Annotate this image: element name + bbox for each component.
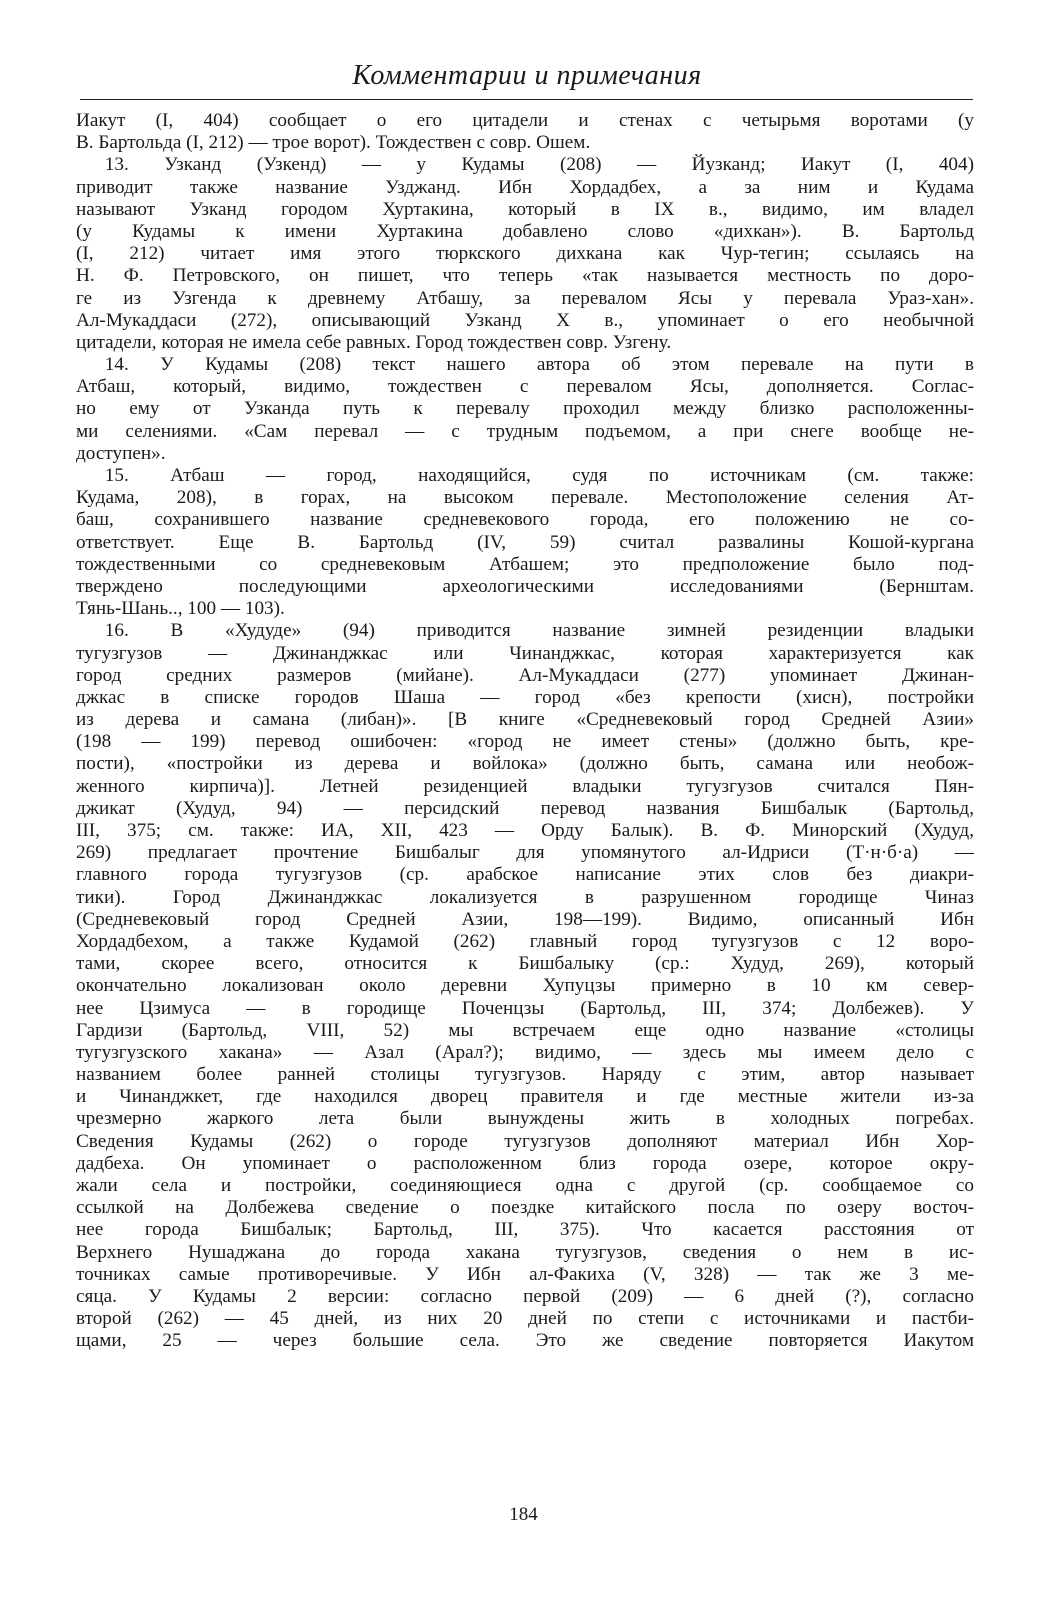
text-line: тверждено последующими археологическими исследованиями (Бернштам. xyxy=(76,575,974,597)
body-text xyxy=(76,110,974,1353)
text-line: III, 375; см. также: ИА, XII, 423 — Орду Балык). В. Ф. Минорский (Худуд, xyxy=(76,820,974,841)
text-line: джкас в списке городов Шаша — город «без крепости (хисн), постройки xyxy=(76,686,974,708)
text-line: женного кирпича)]. Летней резиденцией владыки тугузгузов считался Пян- xyxy=(76,775,974,797)
text-line: главного города тугузгузов (ср. арабское написание этих слов без диакри- xyxy=(76,864,974,886)
text-line: цитадели, которая не имела себе равных. Город тождествен совр. Узгену. xyxy=(76,331,672,353)
text-line: тугузгузов — Джинанджкас или Чинанджкас, которая характеризуется как xyxy=(76,642,974,664)
text-line: Кудама, 208), в горах, на высоком перевале. Местоположение селения Ат- xyxy=(76,487,974,509)
text-line: чрезмерно жаркого лета были вынуждены жить в холодных погребах. xyxy=(76,1108,974,1130)
text-line: Тянь-Шань.., 100 — 103). xyxy=(76,598,285,620)
text-line: 15. Атбаш — город, находящийся, судя по источникам (см. также: xyxy=(104,465,974,486)
text-line: ге из Узгенда к древнему Атбашу, за перевалом Ясы у перевала Ураз-хан». xyxy=(76,287,974,309)
page-number: 184 xyxy=(509,1504,538,1525)
text-line: нее Цзимуса — в городище Поченцзы (Бартольд, III, 374; Долбежев). У xyxy=(76,997,974,1019)
text-line: но ему от Узканда путь к перевалу проходил между близко расположенны- xyxy=(76,398,974,420)
text-line: 14. У Кудамы (208) текст нашего автора об этом перевале на пути в xyxy=(104,354,974,376)
text-line: нее города Бишбалык; Бартольд, III, 375). Что касается расстояния от xyxy=(76,1219,974,1241)
text-line: ссылкой на Долбежева сведение о поездке китайского посла по озеру восточ- xyxy=(76,1197,974,1219)
text-line: точниках самые противоречивые. У Ибн ал-Факиха (V, 328) — так же 3 ме- xyxy=(76,1263,974,1285)
text-line: 13. Узканд (Узкенд) — у Кудамы (208) — Йузканд; Иакут (I, 404) xyxy=(104,154,974,176)
text-line: доступен». xyxy=(76,442,166,464)
text-line: щами, 25 — через большие села. Это же сведение повторяется Иакутом xyxy=(76,1330,974,1352)
text-line: Н. Ф. Петровского, он пишет, что теперь «так называется местность по доро- xyxy=(76,265,974,287)
header-rule xyxy=(80,99,973,100)
text-line: Атбаш, который, видимо, тождествен с перевалом Ясы, дополняется. Соглас- xyxy=(76,376,974,398)
text-line: жали села и постройки, соединяющиеся одна с другой (ср. сообщаемое со xyxy=(76,1175,974,1196)
text-line: 16. В «Худуде» (94) приводится название зимней резиденции владыки xyxy=(104,620,974,642)
text-line: тики). Город Джинанджкас локализуется в разрушенном городище Чиназ xyxy=(76,886,974,908)
text-line: и Чинанджкет, где находился дворец правителя и где местные жители из-за xyxy=(76,1086,974,1108)
text-line: окончательно локализован около деревни Хупуцзы примерно в 10 км север- xyxy=(76,975,974,997)
text-line: приводит также название Узджанд. Ибн Хордадбех, а за ним и Кудама xyxy=(76,176,974,198)
text-line: тугузгузского хакана» — Азал (Арал?); видимо, — здесь мы имеем дело с xyxy=(76,1041,974,1063)
text-line: Сведения Кудамы (262) о городе тугузгузов дополняют материал Ибн Хор- xyxy=(76,1130,974,1152)
running-header: Комментарии и примечания xyxy=(352,60,702,91)
text-line: (у Кудамы к имени Хуртакина добавлено слово «дихкан»). В. Бартольд xyxy=(76,220,974,242)
text-line: (Средневековый город Средней Азии, 198—199). Видимо, описанный Ибн xyxy=(76,908,974,930)
text-line: Ал-Мукаддаси (272), описывающий Узканд X в., упоминает о его необычной xyxy=(76,309,974,331)
text-line: Хордадбехом, а также Кудамой (262) главный город тугузгузов с 12 воро- xyxy=(76,930,974,952)
text-line: ответствует. Еще В. Бартольд (IV, 59) считал развалины Кошой-кургана xyxy=(76,531,974,553)
text-line: 269) предлагает прочтение Бишбалыг для упомянутого ал-Идриси (Т·н·б·а) — xyxy=(76,842,974,864)
text-line: ми селениями. «Сам перевал — с трудным подъемом, а при снеге вообще не- xyxy=(76,420,974,442)
text-line: из дерева и самана (либан)». [В книге «Средневековый город Средней Азии» xyxy=(76,709,974,731)
text-line: второй (262) — 45 дней, из них 20 дней по степи с источниками и пастби- xyxy=(76,1308,974,1330)
text-line: джикат (Худуд, 94) — персидский перевод названия Бишбалык (Бартольд, xyxy=(76,797,974,819)
text-line: Иакут (I, 404) сообщает о его цитадели и стенах с четырьмя воротами (у xyxy=(76,110,974,131)
text-line: дадбеха. Он упоминает о расположенном близ города озере, которое окру- xyxy=(76,1152,974,1174)
text-line: пости), «постройки из дерева и войлока» (должно быть, самана или необож- xyxy=(76,753,974,775)
text-line: Гардизи (Бартольд, VIII, 52) мы встречаем еще одно название «столицы xyxy=(76,1019,974,1041)
text-line: Верхнего Нушаджана до города хакана тугузгузов, сведения о нем в ис- xyxy=(76,1241,974,1263)
text-line: город средних размеров (мийане). Ал-Мукаддаси (277) упоминает Джинан- xyxy=(76,664,974,686)
text-line: называют Узканд городом Хуртакина, который в IX в., видимо, им владел xyxy=(76,198,974,220)
text-line: тами, скорее всего, относится к Бишбалыку (ср.: Худуд, 269), который xyxy=(76,953,974,975)
text-line: (I, 212) читает имя этого тюркского дихкана как Чур-тегин; ссылаясь на xyxy=(76,243,974,265)
text-line: (198 — 199) перевод ошибочен: «город не имеет стены» (должно быть, кре- xyxy=(76,731,974,753)
text-line: В. Бартольда (I, 212) — трое ворот). Тождествен с совр. Ошем. xyxy=(76,132,591,154)
text-line: сяца. У Кудамы 2 версии: согласно первой (209) — 6 дней (?), согласно xyxy=(76,1285,974,1307)
text-line: тождественными со средневековым Атбашем; это предположение было под- xyxy=(76,553,974,575)
text-line: названием более ранней столицы тугузгузов. Наряду с этим, автор называет xyxy=(76,1064,974,1086)
text-line: баш, сохранившего название средневекового города, его положению не со- xyxy=(76,509,974,531)
